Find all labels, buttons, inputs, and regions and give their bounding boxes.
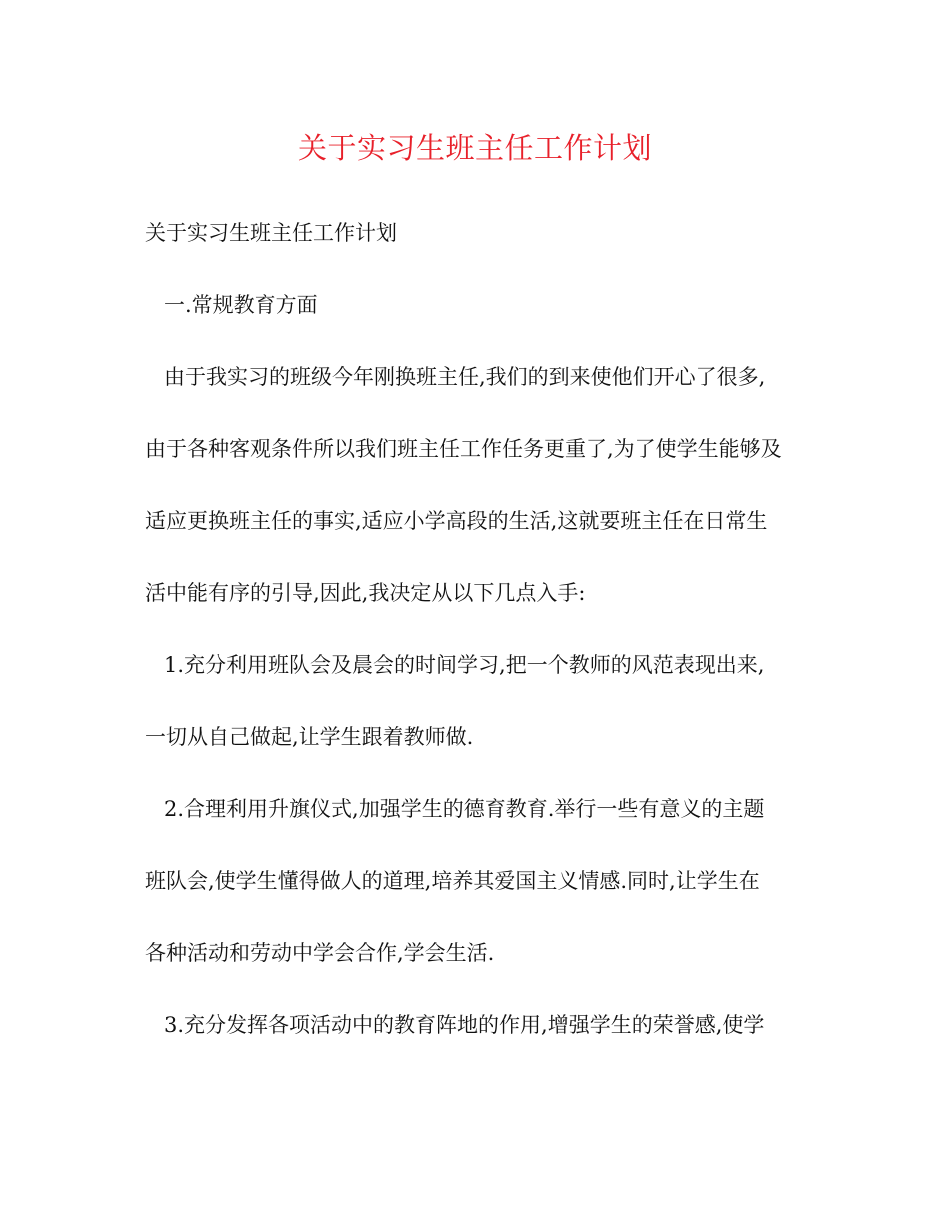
section-heading: 一.常规教育方面	[164, 293, 318, 317]
list-item-line: 3.充分发挥各项活动中的教育阵地的作用,增强学生的荣誉感,使学	[164, 1013, 765, 1037]
list-item-line: 2.合理利用升旗仪式,加强学生的德育教育.举行一些有意义的主题	[164, 797, 765, 821]
list-item-line: 1.充分利用班队会及晨会的时间学习,把一个教师的风范表现出来,	[164, 653, 765, 677]
body-heading: 关于实习生班主任工作计划	[145, 221, 397, 245]
paragraph-line: 由于我实习的班级今年刚换班主任,我们的到来使他们开心了很多,	[164, 365, 766, 389]
paragraph-line: 由于各种客观条件所以我们班主任工作任务更重了,为了使学生能够及	[145, 437, 782, 461]
list-item-line: 各种活动和劳动中学会合作,学会生活.	[145, 941, 495, 965]
list-item-line: 一切从自己做起,让学生跟着教师做.	[145, 725, 474, 749]
document-title: 关于实习生班主任工作计划	[297, 131, 652, 165]
list-item-line: 班队会,使学生懂得做人的道理,培养其爱国主义情感.同时,让学生在	[145, 869, 760, 893]
paragraph-line: 适应更换班主任的事实,适应小学高段的生活,这就要班主任在日常生	[145, 509, 768, 533]
paragraph-line: 活中能有序的引导,因此,我决定从以下几点入手:	[145, 581, 586, 605]
